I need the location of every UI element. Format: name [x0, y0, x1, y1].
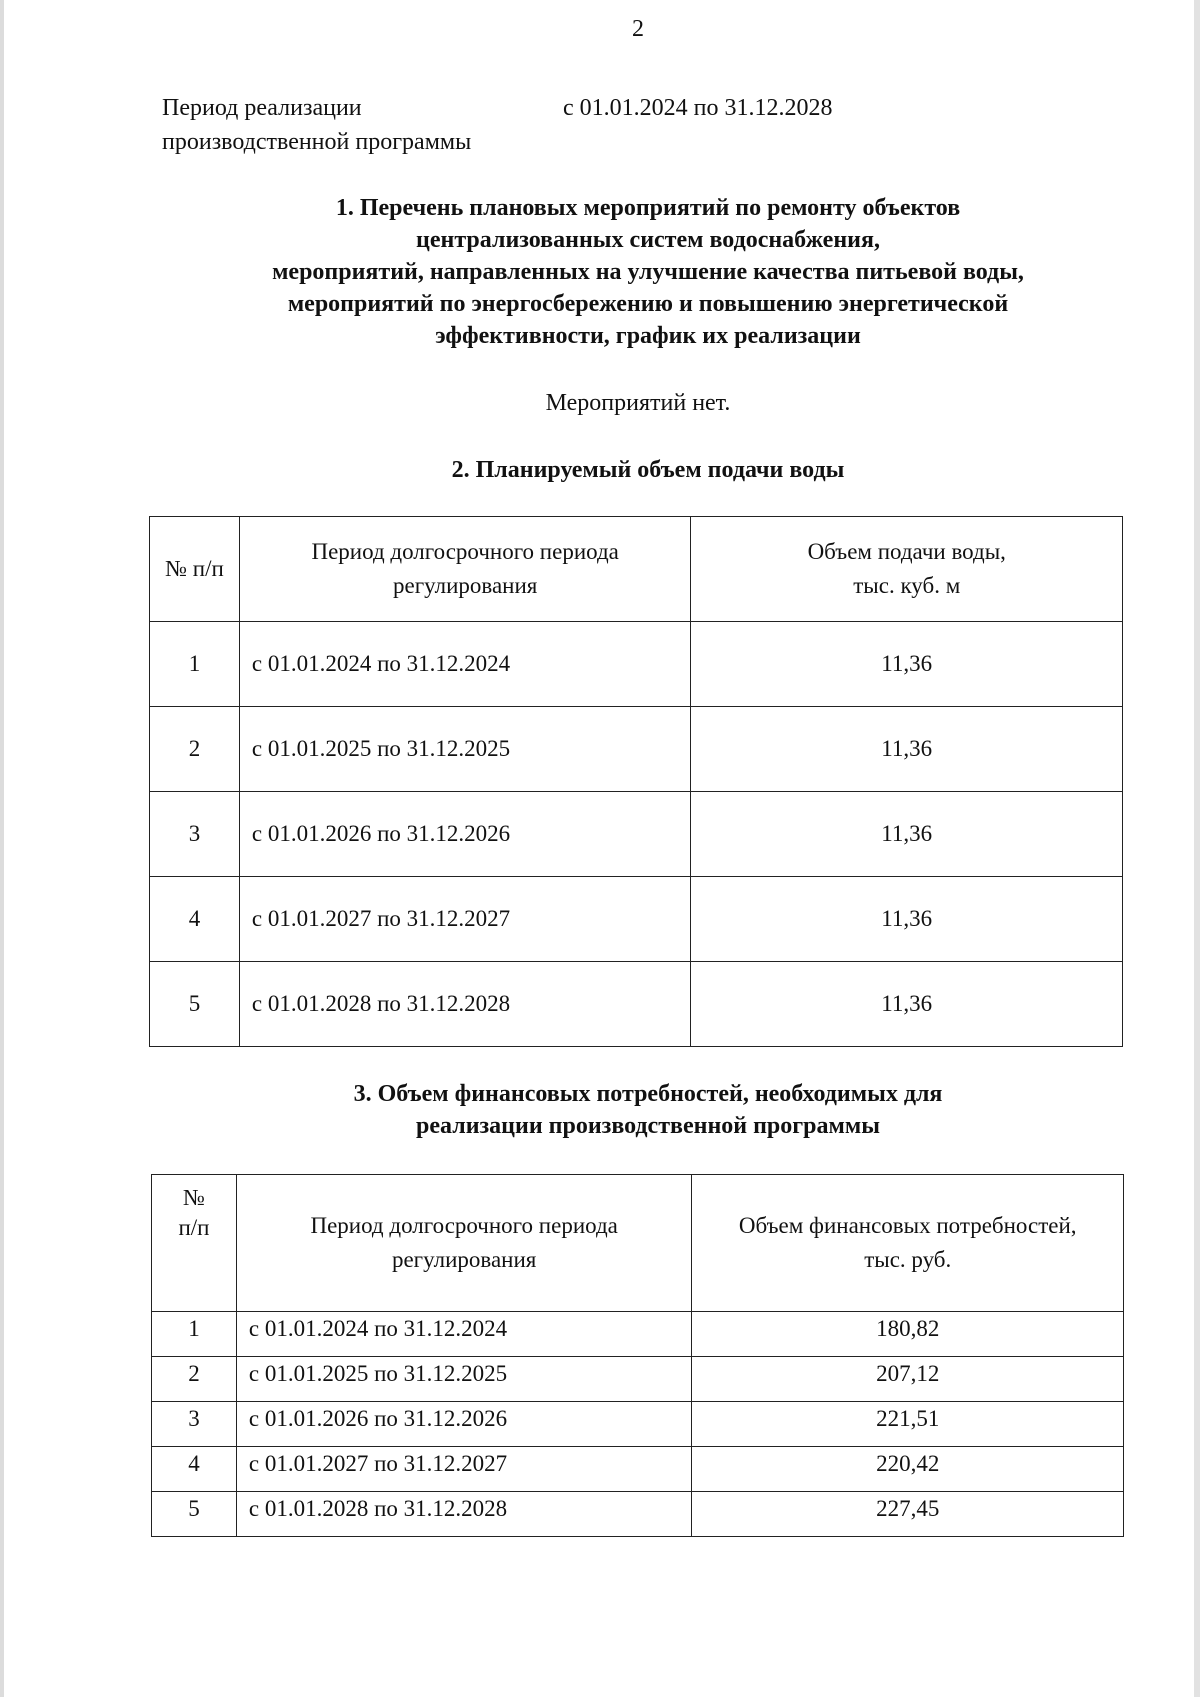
- row-period: с 01.01.2025 по 31.12.2025: [239, 707, 691, 792]
- row-value: 221,51: [692, 1402, 1124, 1447]
- row-value: 11,36: [691, 877, 1123, 962]
- table-row: [152, 1492, 1124, 1537]
- section1-heading-line: мероприятий по энергосбережению и повышению энергетической: [287, 291, 1009, 317]
- table-row: [152, 1357, 1124, 1402]
- row-value: 11,36: [691, 707, 1123, 792]
- table-header-row: [150, 517, 1123, 622]
- period-label: [162, 91, 471, 159]
- row-num: 5: [150, 962, 240, 1047]
- row-period: с 01.01.2026 по 31.12.2026: [236, 1402, 692, 1447]
- row-period: с 01.01.2027 по 31.12.2027: [236, 1447, 692, 1492]
- financial-needs-table: [151, 1174, 1124, 1537]
- row-period: с 01.01.2025 по 31.12.2025: [236, 1357, 692, 1402]
- period-value: с 01.01.2024 по 31.12.2028: [563, 95, 833, 121]
- section1-heading-line: 1. Перечень плановых мероприятий по ремонту объектов: [335, 195, 961, 221]
- row-num: 3: [150, 792, 240, 877]
- header-period: [236, 1175, 692, 1312]
- table-row: [152, 1402, 1124, 1447]
- header-num-line: №: [182, 1185, 205, 1210]
- row-period: с 01.01.2024 по 31.12.2024: [239, 622, 691, 707]
- row-value: 180,82: [692, 1312, 1124, 1357]
- row-period: с 01.01.2028 по 31.12.2028: [236, 1492, 692, 1537]
- row-period: с 01.01.2028 по 31.12.2028: [239, 962, 691, 1047]
- row-num: 5: [152, 1492, 237, 1537]
- row-num: 4: [152, 1447, 237, 1492]
- header-value-line: тыс. куб. м: [853, 573, 961, 598]
- table-row: [152, 1312, 1124, 1357]
- header-value-line: Объем финансовых потребностей,: [738, 1213, 1077, 1238]
- header-period: [239, 517, 691, 622]
- row-value: 207,12: [692, 1357, 1124, 1402]
- section1-note: Мероприятий нет.: [545, 390, 731, 416]
- section2-heading: [120, 454, 1176, 486]
- header-period-line: регулирования: [393, 573, 538, 598]
- table-row: [150, 792, 1123, 877]
- section3-heading: [120, 1078, 1176, 1142]
- row-period: с 01.01.2027 по 31.12.2027: [239, 877, 691, 962]
- row-num: 3: [152, 1402, 237, 1447]
- period-label-line: производственной программы: [162, 129, 472, 155]
- table-row: [150, 707, 1123, 792]
- header-period-line: регулирования: [391, 1247, 537, 1272]
- header-period-line: Период долгосрочного периода: [310, 1213, 618, 1238]
- row-value: 227,45: [692, 1492, 1124, 1537]
- table-header-row: [152, 1175, 1124, 1312]
- row-period: с 01.01.2024 по 31.12.2024: [236, 1312, 692, 1357]
- header-num: [152, 1175, 237, 1312]
- header-value-line: тыс. руб.: [864, 1247, 952, 1272]
- section3-title-line: 3. Объем финансовых потребностей, необходимых для: [353, 1081, 943, 1107]
- row-value: 11,36: [691, 622, 1123, 707]
- row-value: 11,36: [691, 962, 1123, 1047]
- row-num: 4: [150, 877, 240, 962]
- water-volume-table: [149, 516, 1123, 1047]
- scan-edge-right: [1194, 0, 1200, 1697]
- row-num: 2: [150, 707, 240, 792]
- header-value: [691, 517, 1123, 622]
- row-num: 2: [152, 1357, 237, 1402]
- table-row: [152, 1447, 1124, 1492]
- header-value: [692, 1175, 1124, 1312]
- period-label-line: Период реализации: [162, 95, 362, 121]
- row-period: с 01.01.2026 по 31.12.2026: [239, 792, 691, 877]
- page-number: 2: [632, 16, 644, 42]
- row-num: 1: [152, 1312, 237, 1357]
- table-row: [150, 877, 1123, 962]
- row-num: 1: [150, 622, 240, 707]
- section1-heading-line: мероприятий, направленных на улучшение качества питьевой воды,: [272, 259, 1024, 285]
- header-value-line: Объем подачи воды,: [807, 539, 1006, 564]
- table-row: [150, 622, 1123, 707]
- section2-title: 2. Планируемый объем подачи воды: [451, 457, 845, 483]
- row-value: 11,36: [691, 792, 1123, 877]
- row-value: 220,42: [692, 1447, 1124, 1492]
- header-num-line: п/п: [178, 1215, 210, 1240]
- section3-title-line: реализации производственной программы: [416, 1113, 880, 1139]
- scan-edge-left: [0, 0, 4, 1697]
- section1-heading-line: централизованных систем водоснабжения,: [416, 227, 880, 253]
- section1-heading-line: эффективности, график их реализации: [435, 323, 861, 349]
- header-num: № п/п: [150, 517, 240, 622]
- section1-heading: [120, 192, 1176, 352]
- header-period-line: Период долгосрочного периода: [311, 539, 619, 564]
- table-row: [150, 962, 1123, 1047]
